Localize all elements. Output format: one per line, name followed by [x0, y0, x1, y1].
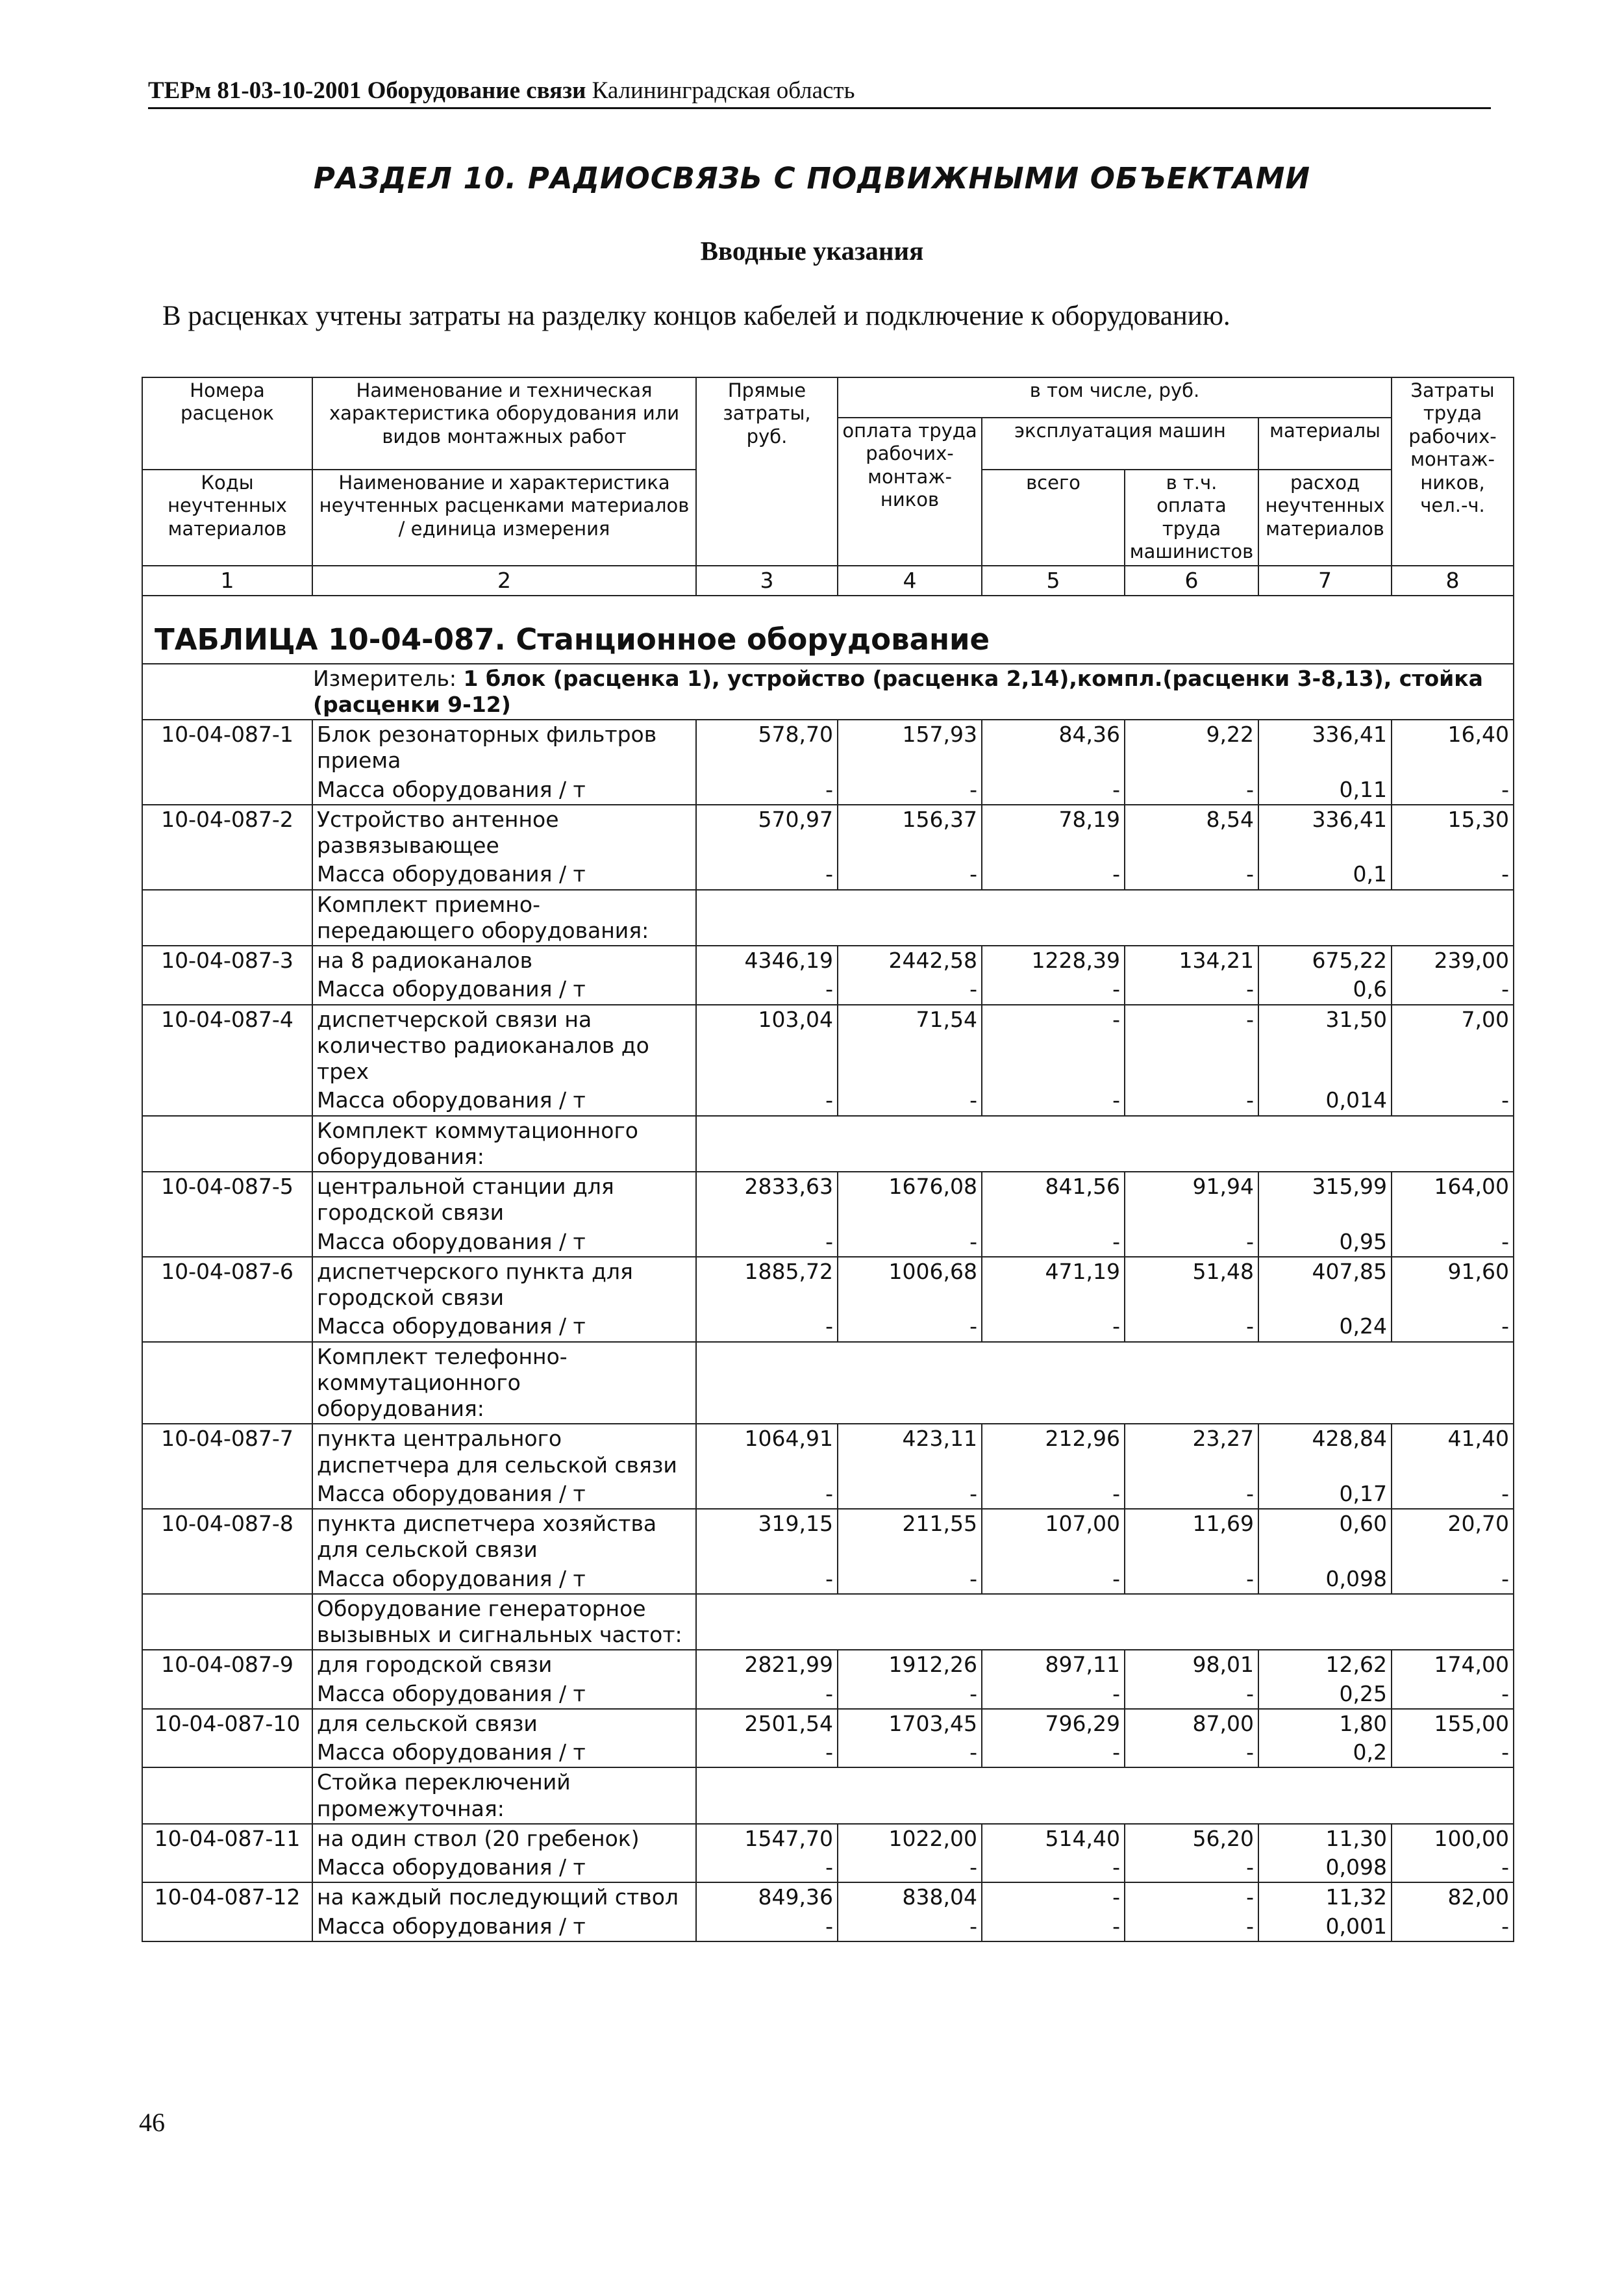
header-labor-hours: Затраты труда рабочих-монтаж-ников, чел.-ч.	[1392, 377, 1514, 566]
direct-costs: 849,36	[696, 1882, 838, 1912]
dash: -	[838, 1086, 982, 1115]
table-row	[142, 1424, 1514, 1480]
labor-hours: 16,40	[1392, 720, 1514, 776]
table-title-row	[142, 596, 1514, 664]
dash: -	[1392, 1912, 1514, 1941]
machines-total: 212,96	[982, 1424, 1125, 1480]
dash: -	[838, 1853, 982, 1882]
rate-code: 10-04-087-10	[142, 1709, 312, 1768]
dash: -	[1392, 1738, 1514, 1767]
table-row-mass	[142, 1680, 1514, 1709]
rate-name: для городской связи	[312, 1650, 696, 1679]
header-labor-pay: оплата труда рабочих-монтаж-ников	[838, 418, 982, 566]
machinists-pay: 56,20	[1125, 1824, 1258, 1853]
labor-hours: 164,00	[1392, 1172, 1514, 1228]
dash: -	[1125, 1565, 1258, 1594]
dash: -	[1392, 1680, 1514, 1709]
col-number: 7	[1258, 566, 1392, 596]
machines-total: 897,11	[982, 1650, 1125, 1679]
table-row-mass	[142, 975, 1514, 1004]
table-row	[142, 805, 1514, 861]
rate-name: на 8 радиоканалов	[312, 946, 696, 975]
labor-pay: 1676,08	[838, 1172, 982, 1228]
table-row	[142, 1509, 1514, 1565]
machinists-pay: 9,22	[1125, 720, 1258, 776]
mass-label: Масса оборудования / т	[312, 1480, 696, 1509]
mass-label: Масса оборудования / т	[312, 1912, 696, 1941]
mass-value: 0,25	[1258, 1680, 1392, 1709]
dash: -	[982, 1086, 1125, 1115]
mass-value: 0,001	[1258, 1912, 1392, 1941]
direct-costs: 570,97	[696, 805, 838, 861]
dash: -	[982, 1680, 1125, 1709]
col-number: 3	[696, 566, 838, 596]
rate-code: 10-04-087-5	[142, 1172, 312, 1257]
table-row	[142, 1650, 1514, 1679]
direct-costs: 1885,72	[696, 1257, 838, 1313]
rate-name: пункта диспетчера хозяйства для сельской связи	[312, 1509, 696, 1565]
rate-code: 10-04-087-9	[142, 1650, 312, 1709]
table-row-mass	[142, 860, 1514, 889]
labor-pay: 1006,68	[838, 1257, 982, 1313]
rate-name: на каждый последующий ствол	[312, 1882, 696, 1912]
measure-text: 1 блок (расценка 1), устройство (расценка 2,14),компл.(расценки 3-8,13), стойка (расценки 9-12)	[313, 665, 1483, 717]
labor-pay: 71,54	[838, 1005, 982, 1087]
dash: -	[1125, 1680, 1258, 1709]
labor-hours: 82,00	[1392, 1882, 1514, 1912]
table-row-mass	[142, 1228, 1514, 1257]
dash: -	[1125, 1480, 1258, 1509]
rate-code: 10-04-087-1	[142, 720, 312, 805]
dash: -	[1125, 975, 1258, 1004]
header-machines-total: всего	[982, 470, 1125, 566]
dash: -	[982, 1853, 1125, 1882]
dash: -	[982, 1912, 1125, 1941]
dash: -	[1125, 860, 1258, 889]
header-machines: эксплуатация машин	[982, 418, 1258, 470]
header-material-names: Наименование и характеристика неучтенных расценками материалов / единица измерения	[312, 470, 696, 566]
labor-pay: 211,55	[838, 1509, 982, 1565]
mass-value: 0,2	[1258, 1738, 1392, 1767]
machinists-pay: 8,54	[1125, 805, 1258, 861]
dash: -	[982, 1565, 1125, 1594]
dash: -	[696, 1228, 838, 1257]
col-number: 8	[1392, 566, 1514, 596]
machinists-pay: 51,48	[1125, 1257, 1258, 1313]
table-row-mass	[142, 1565, 1514, 1594]
table-row	[142, 720, 1514, 776]
machines-total: 78,19	[982, 805, 1125, 861]
rates-table	[142, 377, 1514, 1942]
section-title: РАЗДЕЛ 10. РАДИОСВЯЗЬ С ПОДВИЖНЫМИ ОБЪЕКТАМИ	[313, 161, 1311, 196]
dash: -	[982, 1312, 1125, 1341]
doc-code: ТЕРм 81-03-10-2001 Оборудование связи	[148, 77, 586, 104]
dash: -	[838, 1738, 982, 1767]
direct-costs: 578,70	[696, 720, 838, 776]
table-row	[142, 1709, 1514, 1738]
rate-code: 10-04-087-6	[142, 1257, 312, 1342]
materials: 12,62	[1258, 1650, 1392, 1679]
table-row	[142, 1882, 1514, 1912]
header-material-codes: Коды неучтенных материалов	[142, 470, 312, 566]
labor-hours: 91,60	[1392, 1257, 1514, 1313]
col-number: 4	[838, 566, 982, 596]
mass-label: Масса оборудования / т	[312, 1738, 696, 1767]
dash: -	[696, 1086, 838, 1115]
materials: 0,60	[1258, 1509, 1392, 1565]
dash: -	[982, 860, 1125, 889]
rate-code: 10-04-087-7	[142, 1424, 312, 1509]
dash: -	[838, 860, 982, 889]
labor-pay: 2442,58	[838, 946, 982, 975]
materials: 315,99	[1258, 1172, 1392, 1228]
table-row	[142, 1257, 1514, 1313]
dash: -	[696, 776, 838, 805]
machinists-pay: 11,69	[1125, 1509, 1258, 1565]
table-row	[142, 1172, 1514, 1228]
group-title: Оборудование генераторное вызывных и сигнальных частот:	[312, 1594, 696, 1650]
labor-hours: 20,70	[1392, 1509, 1514, 1565]
rate-code: 10-04-087-4	[142, 1005, 312, 1116]
labor-hours: 7,00	[1392, 1005, 1514, 1087]
dash: -	[982, 1228, 1125, 1257]
col-number: 6	[1125, 566, 1258, 596]
labor-pay: 838,04	[838, 1882, 982, 1912]
labor-hours: 15,30	[1392, 805, 1514, 861]
dash: -	[1125, 776, 1258, 805]
labor-hours: 41,40	[1392, 1424, 1514, 1480]
labor-hours: 174,00	[1392, 1650, 1514, 1679]
dash: -	[696, 1565, 838, 1594]
materials: 31,50	[1258, 1005, 1392, 1087]
dash: -	[838, 1480, 982, 1509]
page-number: 46	[139, 2108, 165, 2137]
mass-value: 0,6	[1258, 975, 1392, 1004]
table-row-mass	[142, 1312, 1514, 1341]
labor-pay: 423,11	[838, 1424, 982, 1480]
table-row	[142, 1824, 1514, 1853]
rate-name: пункта центрального диспетчера для сельской связи	[312, 1424, 696, 1480]
materials: 336,41	[1258, 805, 1392, 861]
machines-total: 471,19	[982, 1257, 1125, 1313]
doc-region: Калининградская область	[592, 77, 855, 104]
machinists-pay: -	[1125, 1882, 1258, 1912]
col-number: 2	[312, 566, 696, 596]
dash: -	[1125, 1738, 1258, 1767]
dash: -	[982, 975, 1125, 1004]
mass-value: 0,098	[1258, 1853, 1392, 1882]
machines-total: 796,29	[982, 1709, 1125, 1738]
dash: -	[1392, 1312, 1514, 1341]
machinists-pay: 23,27	[1125, 1424, 1258, 1480]
machinists-pay: 91,94	[1125, 1172, 1258, 1228]
dash: -	[696, 1738, 838, 1767]
dash: -	[696, 860, 838, 889]
dash: -	[1125, 1228, 1258, 1257]
machines-total: -	[982, 1882, 1125, 1912]
mass-label: Масса оборудования / т	[312, 1086, 696, 1115]
group-title: Комплект телефонно-коммутационного оборудования:	[312, 1342, 696, 1424]
direct-costs: 4346,19	[696, 946, 838, 975]
dash: -	[1392, 1228, 1514, 1257]
dash: -	[838, 975, 982, 1004]
group-row	[142, 1767, 1514, 1824]
dash: -	[1392, 1853, 1514, 1882]
table-title: ТАБЛИЦА 10-04-087. Станционное оборудование	[155, 622, 990, 657]
rate-name: диспетчерского пункта для городской связи	[312, 1257, 696, 1313]
intro-heading: Вводные указания	[700, 236, 924, 266]
mass-label: Масса оборудования / т	[312, 776, 696, 805]
mass-value: 0,11	[1258, 776, 1392, 805]
header-name: Наименование и техническая характеристика оборудования или видов монтажных работ	[312, 377, 696, 470]
mass-value: 0,014	[1258, 1086, 1392, 1115]
machinists-pay: 87,00	[1125, 1709, 1258, 1738]
materials: 675,22	[1258, 946, 1392, 975]
dash: -	[1392, 776, 1514, 805]
machines-total: 107,00	[982, 1509, 1125, 1565]
mass-value: 0,1	[1258, 860, 1392, 889]
direct-costs: 319,15	[696, 1509, 838, 1565]
group-row	[142, 890, 1514, 946]
direct-costs: 1064,91	[696, 1424, 838, 1480]
dash: -	[838, 1912, 982, 1941]
col-number: 1	[142, 566, 312, 596]
materials: 336,41	[1258, 720, 1392, 776]
col-number: 5	[982, 566, 1125, 596]
header-materials: материалы	[1258, 418, 1392, 470]
mass-value: 0,17	[1258, 1480, 1392, 1509]
dash: -	[696, 1853, 838, 1882]
group-title: Стойка переключений промежуточная:	[312, 1767, 696, 1824]
dash: -	[838, 1565, 982, 1594]
measure-label: Измеритель:	[313, 665, 457, 691]
table-row-mass	[142, 1912, 1514, 1941]
measure-row	[142, 664, 1514, 720]
rate-code: 10-04-087-12	[142, 1882, 312, 1941]
header-rate-numbers: Номера расценок	[142, 377, 312, 470]
header-machinists-pay: в т.ч. оплата труда машинистов	[1125, 470, 1258, 566]
machines-total: 514,40	[982, 1824, 1125, 1853]
direct-costs: 103,04	[696, 1005, 838, 1087]
mass-label: Масса оборудования / т	[312, 1312, 696, 1341]
group-title: Комплект коммутационного оборудования:	[312, 1116, 696, 1172]
dash: -	[838, 1312, 982, 1341]
rate-name: Блок резонаторных фильтров приема	[312, 720, 696, 776]
mass-label: Масса оборудования / т	[312, 1565, 696, 1594]
dash: -	[838, 1228, 982, 1257]
labor-pay: 156,37	[838, 805, 982, 861]
mass-label: Масса оборудования / т	[312, 860, 696, 889]
rate-name: диспетчерской связи на количество радиоканалов до трех	[312, 1005, 696, 1087]
labor-hours: 100,00	[1392, 1824, 1514, 1853]
mass-value: 0,95	[1258, 1228, 1392, 1257]
group-row	[142, 1594, 1514, 1650]
mass-label: Масса оборудования / т	[312, 1853, 696, 1882]
group-row	[142, 1342, 1514, 1424]
group-row	[142, 1116, 1514, 1172]
dash: -	[1392, 975, 1514, 1004]
dash: -	[696, 1312, 838, 1341]
machinists-pay: 98,01	[1125, 1650, 1258, 1679]
rate-code: 10-04-087-3	[142, 946, 312, 1005]
rate-code: 10-04-087-11	[142, 1824, 312, 1883]
materials: 407,85	[1258, 1257, 1392, 1313]
header-direct-costs: Прямые затраты, руб.	[696, 377, 838, 566]
labor-pay: 1912,26	[838, 1650, 982, 1679]
mass-label: Масса оборудования / т	[312, 1228, 696, 1257]
dash: -	[1125, 1912, 1258, 1941]
labor-pay: 1703,45	[838, 1709, 982, 1738]
dash: -	[1125, 1086, 1258, 1115]
machines-total: 1228,39	[982, 946, 1125, 975]
dash: -	[838, 1680, 982, 1709]
machinists-pay: 134,21	[1125, 946, 1258, 975]
dash: -	[1125, 1853, 1258, 1882]
dash: -	[838, 776, 982, 805]
dash: -	[696, 1480, 838, 1509]
dash: -	[1392, 860, 1514, 889]
dash: -	[696, 1680, 838, 1709]
dash: -	[982, 776, 1125, 805]
intro-text: В расценках учтены затраты на разделку концов кабелей и подключение к оборудованию.	[162, 301, 1230, 331]
dash: -	[1392, 1480, 1514, 1509]
header-row-1	[142, 377, 1514, 418]
table-row-mass	[142, 1738, 1514, 1767]
header-material-consumption: расход неучтенных материалов	[1258, 470, 1392, 566]
materials: 1,80	[1258, 1709, 1392, 1738]
mass-value: 0,24	[1258, 1312, 1392, 1341]
rate-name: центральной станции для городской связи	[312, 1172, 696, 1228]
table-row-mass	[142, 1086, 1514, 1115]
header-including: в том числе, руб.	[838, 377, 1392, 418]
group-title: Комплект приемно-передающего оборудования:	[312, 890, 696, 946]
rate-name: для сельской связи	[312, 1709, 696, 1738]
table-row-mass	[142, 776, 1514, 805]
dash: -	[1125, 1312, 1258, 1341]
materials: 428,84	[1258, 1424, 1392, 1480]
table-row-mass	[142, 1480, 1514, 1509]
mass-label: Масса оборудования / т	[312, 1680, 696, 1709]
dash: -	[982, 1480, 1125, 1509]
table-row	[142, 946, 1514, 975]
column-numbers-row	[142, 566, 1514, 596]
machinists-pay: -	[1125, 1005, 1258, 1087]
materials: 11,30	[1258, 1824, 1392, 1853]
rate-code: 10-04-087-2	[142, 805, 312, 890]
machines-total: 84,36	[982, 720, 1125, 776]
labor-pay: 1022,00	[838, 1824, 982, 1853]
rate-name: на один ствол (20 гребенок)	[312, 1824, 696, 1853]
dash: -	[696, 975, 838, 1004]
direct-costs: 2501,54	[696, 1709, 838, 1738]
machines-total: 841,56	[982, 1172, 1125, 1228]
dash: -	[696, 1912, 838, 1941]
labor-pay: 157,93	[838, 720, 982, 776]
table-row-mass	[142, 1853, 1514, 1882]
dash: -	[1392, 1086, 1514, 1115]
dash: -	[982, 1738, 1125, 1767]
dash: -	[1392, 1565, 1514, 1594]
rate-name: Устройство антенное развязывающее	[312, 805, 696, 861]
materials: 11,32	[1258, 1882, 1392, 1912]
table-row	[142, 1005, 1514, 1087]
labor-hours: 155,00	[1392, 1709, 1514, 1738]
labor-hours: 239,00	[1392, 946, 1514, 975]
direct-costs: 2833,63	[696, 1172, 838, 1228]
direct-costs: 2821,99	[696, 1650, 838, 1679]
running-header	[148, 77, 1491, 109]
direct-costs: 1547,70	[696, 1824, 838, 1853]
rate-code: 10-04-087-8	[142, 1509, 312, 1594]
machines-total: -	[982, 1005, 1125, 1087]
mass-label: Масса оборудования / т	[312, 975, 696, 1004]
mass-value: 0,098	[1258, 1565, 1392, 1594]
